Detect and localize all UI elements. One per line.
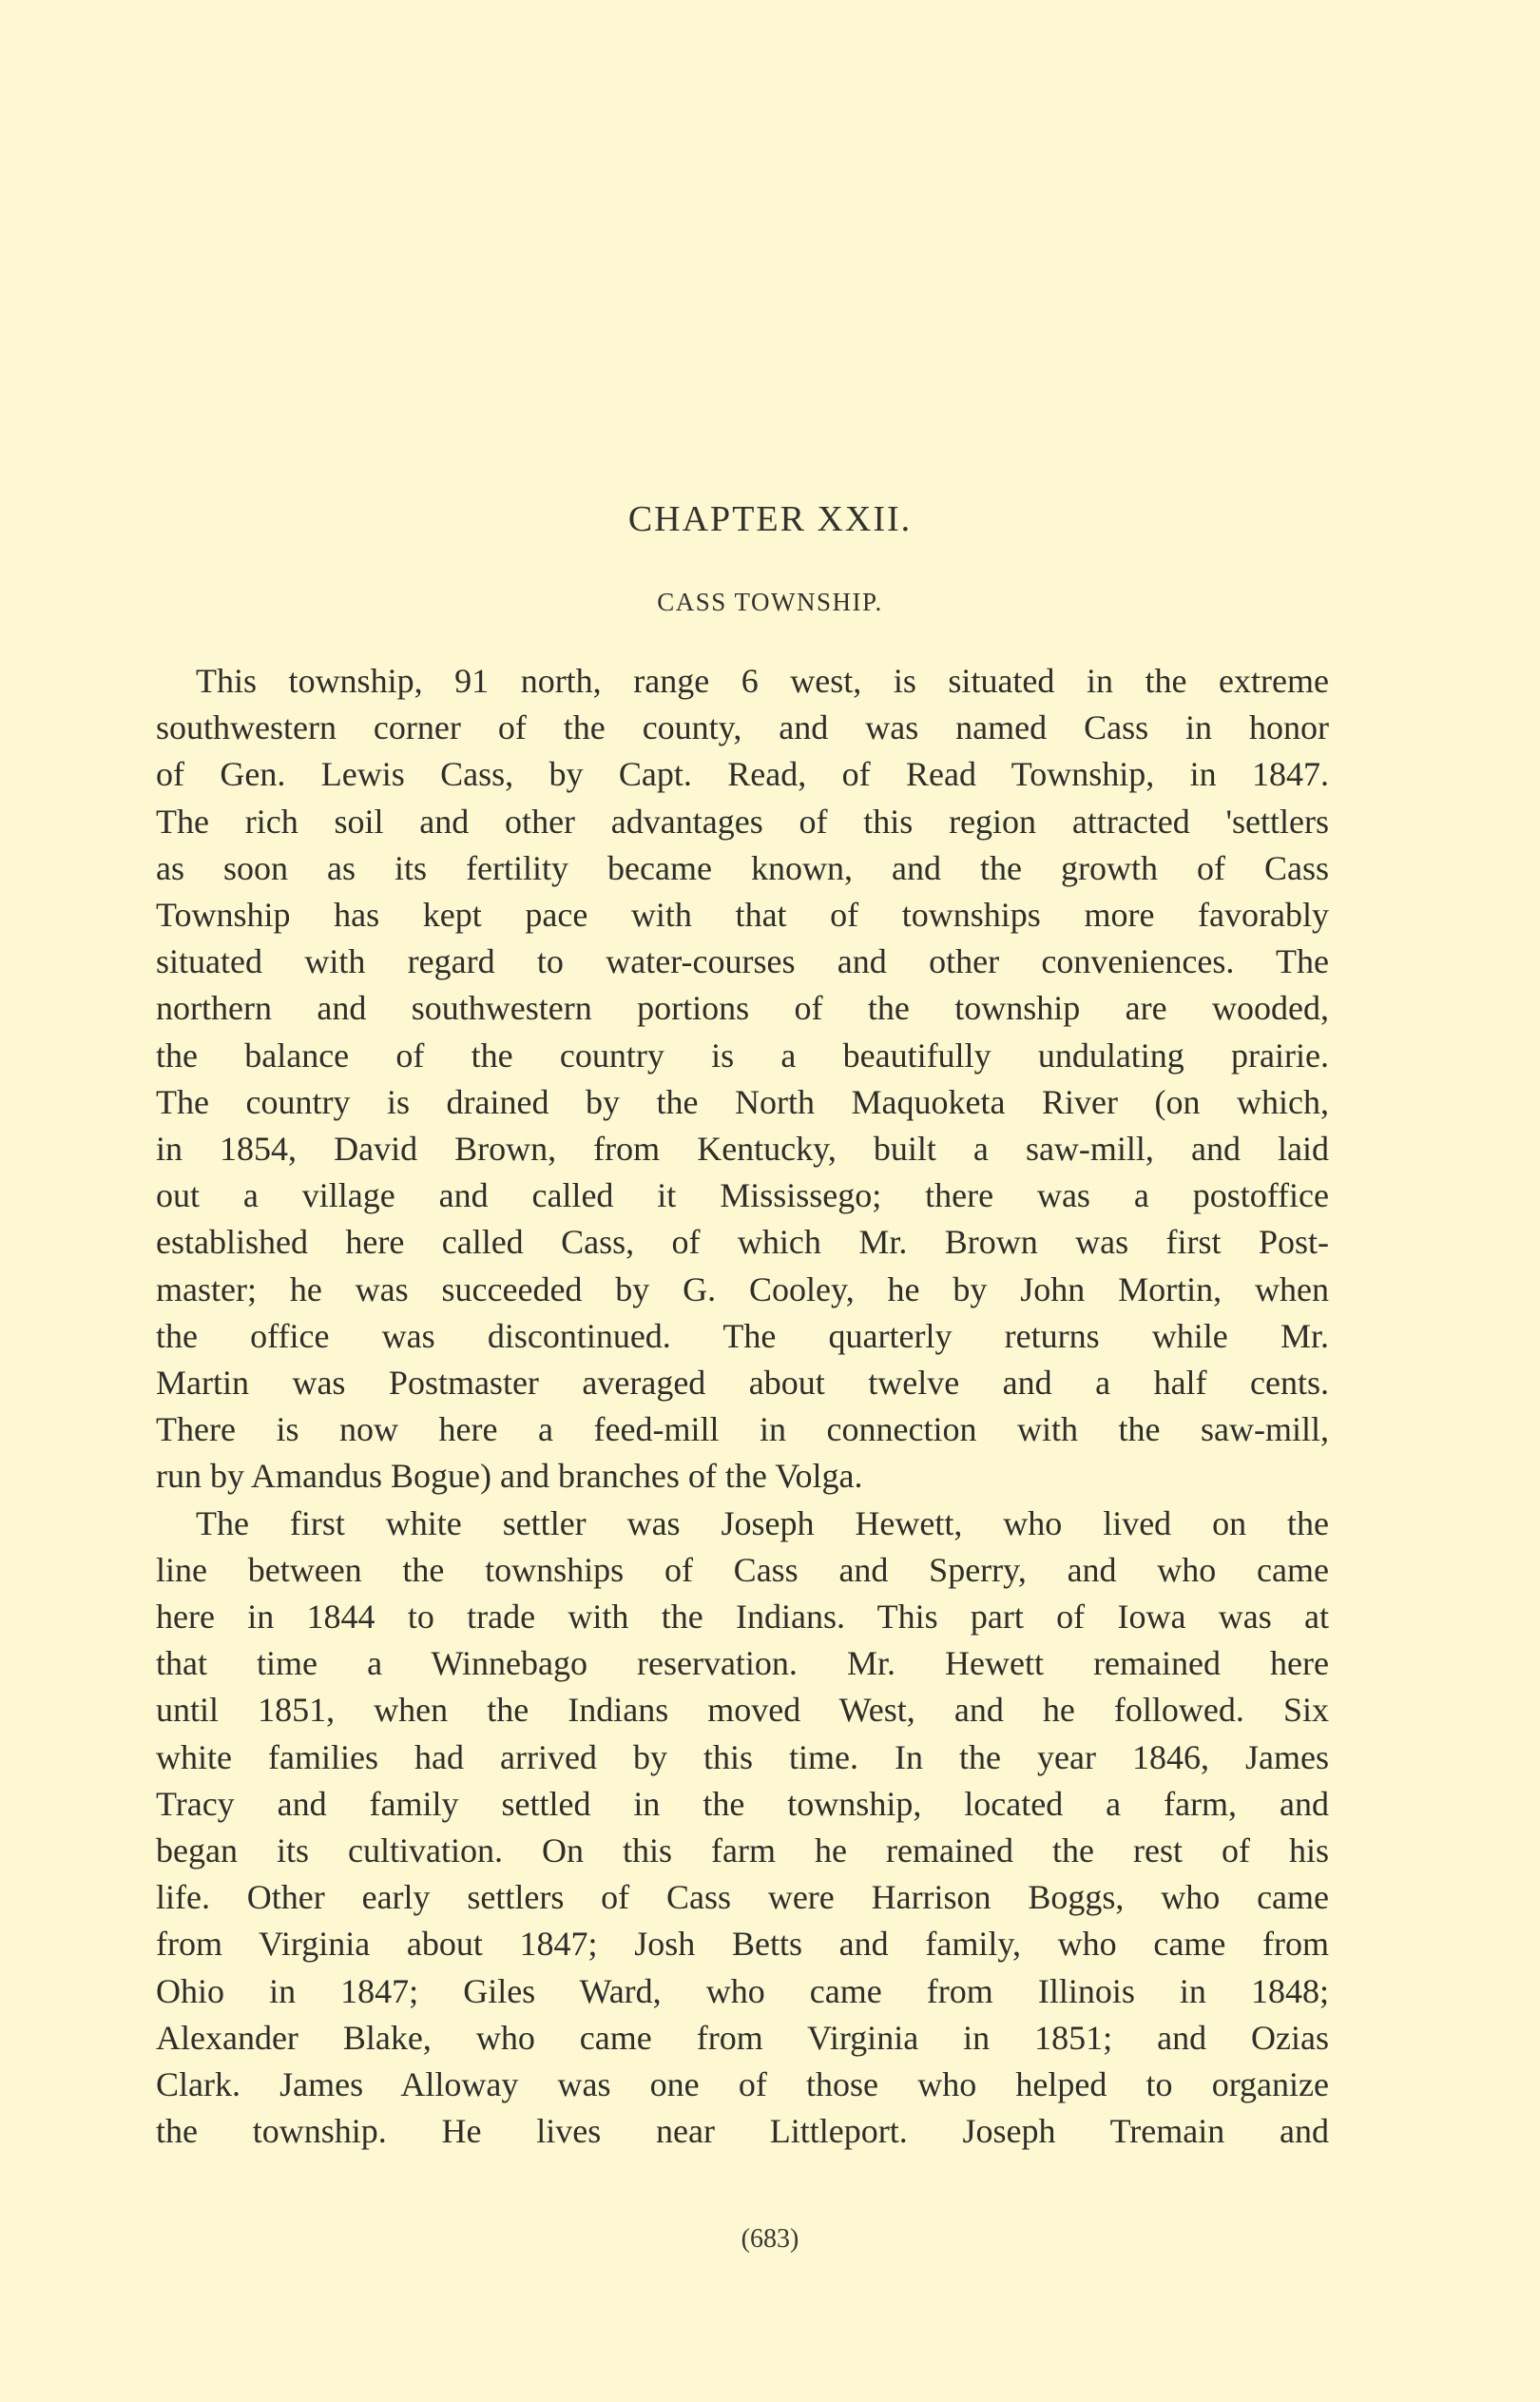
text-line: Martin was Postmaster averaged about twelve and a half cents. bbox=[156, 1364, 1329, 1402]
text-line: began its cultivation. On this farm he remained the rest of his bbox=[156, 1831, 1329, 1869]
text-line: white families had arrived by this time. In the year 1846, James bbox=[156, 1737, 1329, 1776]
text-line: The country is drained by the North Maquoketa River (on which, bbox=[156, 1082, 1329, 1121]
text-line: Township has kept pace with that of townships more favorably bbox=[156, 896, 1329, 934]
text-line: line between the townships of Cass and Sperry, and who came bbox=[156, 1550, 1329, 1589]
text-line: from Virginia about 1847; Josh Betts and family, who came from bbox=[156, 1925, 1329, 1964]
chapter-title: CHAPTER XXII. bbox=[627, 499, 913, 539]
text-line: There is now here a feed-mill in connection with the saw-mill, bbox=[156, 1410, 1329, 1449]
section-title: CASS TOWNSHIP. bbox=[657, 588, 883, 616]
text-line: Alexander Blake, who came from Virginia in 1851; and Ozias bbox=[156, 2018, 1329, 2057]
page-number: (683) bbox=[741, 2224, 799, 2254]
text-line: Ohio in 1847; Giles Ward, who came from Illinois in 1848; bbox=[156, 1971, 1329, 2010]
text-line: southwestern corner of the county, and was named Cass in honor bbox=[156, 708, 1329, 747]
text-line: that time a Winnebago reservation. Mr. Hewett remained here bbox=[156, 1644, 1329, 1683]
text-line: run by Amandus Bogue) and branches of the Volga. bbox=[156, 1457, 863, 1496]
text-line: northern and southwestern portions of the township are wooded, bbox=[156, 989, 1329, 1028]
text-line: the balance of the country is a beautifully undulating prairie. bbox=[156, 1036, 1329, 1075]
text-line: Tracy and family settled in the township, located a farm, and bbox=[156, 1784, 1329, 1823]
text-line: situated with regard to water-courses and other conveniences. The bbox=[156, 942, 1329, 981]
text-line: here in 1844 to trade with the Indians. This part of Iowa was at bbox=[156, 1598, 1329, 1636]
text-line: established here called Cass, of which Mr. Brown was first Post- bbox=[156, 1223, 1329, 1262]
text-line: out a village and called it Mississego; there was a postoffice bbox=[156, 1176, 1329, 1215]
text-line: The first white settler was Joseph Hewett, who lived on the bbox=[196, 1503, 1329, 1542]
text-line: The rich soil and other advantages of this region attracted 'settlers bbox=[156, 802, 1329, 841]
text-line: in 1854, David Brown, from Kentucky, built a saw-mill, and laid bbox=[156, 1130, 1329, 1168]
text-line: life. Other early settlers of Cass were Harrison Boggs, who came bbox=[156, 1878, 1329, 1917]
text-line: This township, 91 north, range 6 west, is situated in the extreme bbox=[196, 662, 1329, 700]
text-line: as soon as its fertility became known, and the growth of Cass bbox=[156, 848, 1329, 887]
text-line: master; he was succeeded by G. Cooley, he by John Mortin, when bbox=[156, 1269, 1329, 1308]
text-line: the township. He lives near Littleport. Joseph Tremain and bbox=[156, 2112, 1329, 2151]
text-line: Clark. James Alloway was one of those who helped to organize bbox=[156, 2065, 1329, 2103]
text-line: the office was discontinued. The quarterly returns while Mr. bbox=[156, 1316, 1329, 1355]
text-line: until 1851, when the Indians moved West, and he followed. Six bbox=[156, 1691, 1329, 1730]
text-line: of Gen. Lewis Cass, by Capt. Read, of Read Township, in 1847. bbox=[156, 755, 1329, 794]
